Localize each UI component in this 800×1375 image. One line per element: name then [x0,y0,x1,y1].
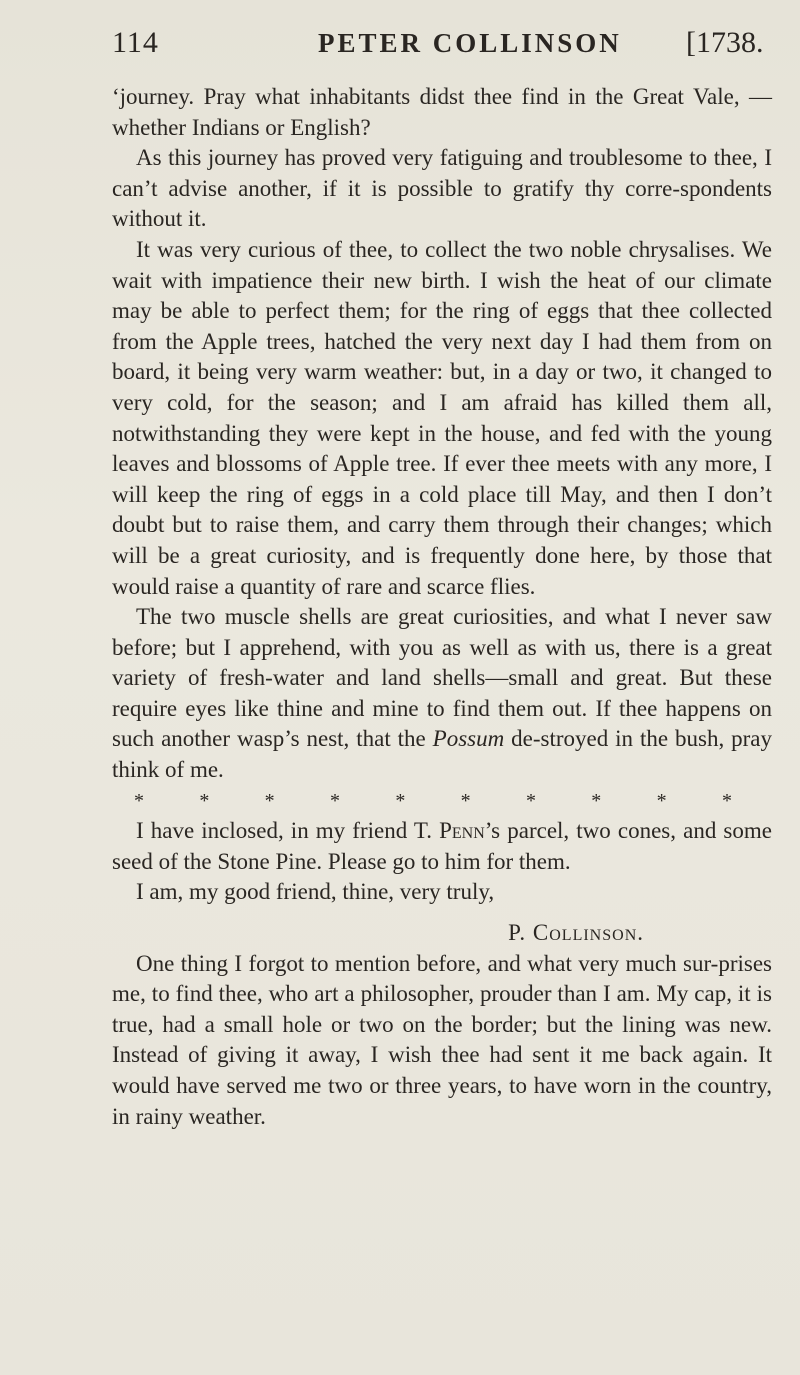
asterisk: * [199,789,210,812]
asterisk: * [591,789,602,812]
asterisk: * [134,789,144,812]
page-number: 114 [112,26,159,59]
paragraph-chrysalises: It was very curious of thee, to collect the two noble chrysalises. We wait with impatience their new birth. I wish the heat of our climate may be able to perfect them; for the ring of eggs that thee collected from the Apple trees, hatched the very next day I had them from on board, it being very warm weather: but, in a day or two, it changed to very cold, for the season; and I am afraid has killed them all, notwithstanding they were kept in the house, and fed with the young leaves and blossoms of Apple tree. If ever thee meets with any more, I will keep the ring of eggs in a cold place till May, and then I don’t doubt but to raise them, and carry them through their changes; which will be a great curiosity, and is frequently done here, by those that would raise a quantity of rare and scarce flies. [112,236,772,599]
paragraph-inclosed-text-2: ’s parcel, two cones, and some seed of the Stone Pine. Please go to him for them. [112,818,772,874]
asterisk: * [460,789,471,812]
possum-italic: Possum [432,726,505,752]
asterisk: * [525,789,536,812]
paragraph-muscle-shells-text-2: de-stroyed in the bush, pray think of me. [112,726,772,783]
asterisk-divider [112,786,772,817]
paragraph-inclosed-text-1: I have inclosed, in my friend T. [136,818,440,844]
penn-smallcaps: Penn [439,818,485,844]
asterisk: * [721,789,732,812]
paragraph-closing: I am, my good friend, thine, very truly, [136,879,495,905]
signature: P. Collinson. [508,920,644,946]
page-header [112,26,800,66]
letter-body [112,82,772,1132]
paragraph-muscle-shells-text-1: The two muscle shells are great curiosities, and what I never saw before; but I apprehend, with you as well as with us, there is a great variety of fresh-water and land shells—small and great. But these require eyes like thine and mine to find them out. If thee happens on such another wasp’s nest, that the [112,604,772,752]
running-title: PETER COLLINSON [318,28,622,58]
asterisk: * [329,789,340,812]
paragraph-postscript: One thing I forgot to mention before, and what very much sur-prises me, to find thee, who art a philosopher, prouder than I am. My cap, it is true, had a small hole or two on the border; but the lining was new. Instead of giving it away, I wish thee had sent it me back again. It would have served me two or three years, to have worn in the country, in rainy weather. [112,950,772,1129]
paragraph-inclosed [112,816,772,877]
paragraph-journey: ‘journey. Pray what inhabitants didst thee find in the Great Vale, —whether Indians or English? [112,84,772,140]
asterisk: * [656,789,667,812]
header-year: [1738. [686,26,764,59]
asterisk: * [395,789,406,812]
asterisk: * [264,789,275,812]
paragraph-fatiguing: As this journey has proved very fatiguing and troublesome to thee, I can’t advise another, if it is possible to gratify thy corre-spondents without it. [112,145,772,232]
paragraph-muscle-shells [112,602,772,786]
